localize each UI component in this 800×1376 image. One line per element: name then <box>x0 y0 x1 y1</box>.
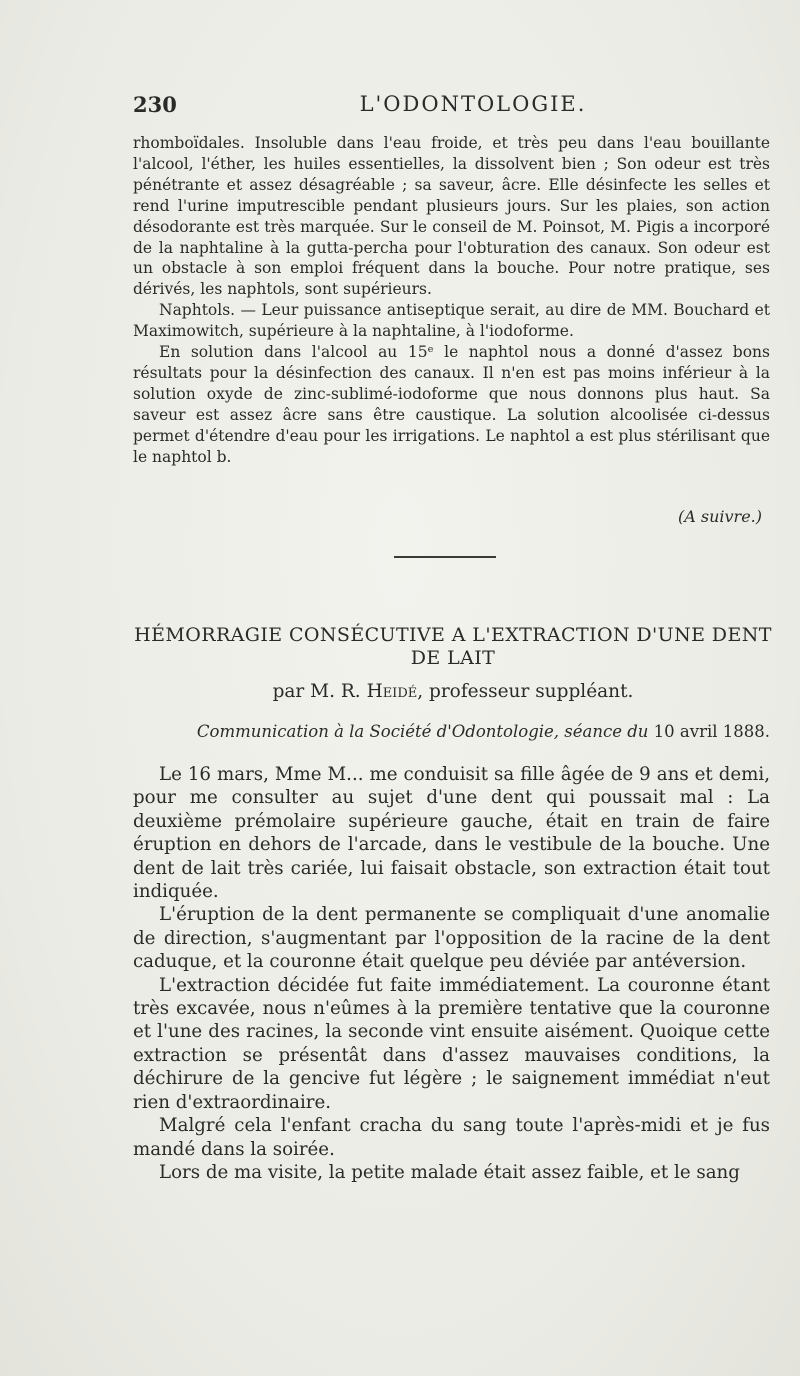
page-header <box>133 92 773 122</box>
running-title: L'ODONTOLOGIE. <box>359 92 587 116</box>
paragraph: Naphtols. — Leur puissance antiseptique serait, au dire de MM. Bouchard et Maximowitch, supérieure à la naphtaline, à l'iodoforme. <box>133 301 770 341</box>
communication-text: Communication à la Société d'Odontologie, séance du <box>196 722 649 741</box>
article-body <box>133 763 770 1184</box>
byline-suffix: , professeur suppléant. <box>417 681 634 702</box>
paragraph: Lors de ma visite, la petite malade était assez faible, et le sang <box>159 1161 740 1183</box>
communication-note <box>133 722 770 741</box>
paragraph: L'éruption de la dent permanente se compliquait d'une anomalie de direction, s'augmentant par l'opposition de la racine de la dent caduque, et la couronne était quelque peu déviée par antéversion. <box>133 904 770 973</box>
article-title: HÉMORRAGIE CONSÉCUTIVE A L'EXTRACTION D'UNE DENT DE LAIT <box>134 624 772 669</box>
paragraph: Le 16 mars, Mme M... me conduisit sa fille âgée de 9 ans et demi, pour me consulter au sujet d'une dent qui poussait mal : La deuxième prémolaire supérieure gauche, était en train de faire éruption en dehors de l'arcade, dans le vestibule de la bouche. Une dent de lait très cariée, lui faisait obstacle, son extraction était tout indiquée. <box>133 764 770 903</box>
to-be-continued: (A suivre.) <box>678 507 762 526</box>
page-number: 230 <box>133 92 177 117</box>
paragraph: rhomboïdales. Insoluble dans l'eau froide, et très peu dans l'eau bouillante l'alcool, l'éther, les huiles essentielles, la dissolvent bien ; Son odeur est très pénétrante et assez désagréable ; sa saveur, âcre. Elle désinfecte les selles et rend l'urine imputrescible pendant plusieurs jours. Sur les plaies, son action désodorante est très marquée. Sur le conseil de M. Poinsot, M. Pigis a incorporé de la naphtaline à la gutta-percha pour l'obturation des canaux. Son odeur est un obstacle à son emploi fréquent dans la bouche. Pour notre pratique, ses dérivés, les naphtols, sont supérieurs. <box>133 134 770 299</box>
previous-article-text <box>133 133 770 468</box>
byline <box>133 681 773 702</box>
byline-prefix: par M. R. <box>272 681 367 702</box>
author-name: Heidé <box>366 681 418 702</box>
communication-date: 10 avril 1888. <box>653 722 770 741</box>
paragraph: L'extraction décidée fut faite immédiatement. La couronne étant très excavée, nous n'eûmes à la première tentative que la couronne et l'une des racines, la seconde vint ensuite aisément. Quoique cette extraction se présentât dans d'assez mauvaises conditions, la déchirure de la gencive fut légère ; le saignement immédiat n'eut rien d'extraordinaire. <box>133 974 770 1113</box>
section-divider <box>394 556 496 558</box>
paragraph: En solution dans l'alcool au 15ᵉ le naphtol nous a donné d'assez bons résultats pour la désinfection des canaux. Il n'en est pas moins inférieur à la solution oxyde de zinc-sublimé-iodoforme que nous donnons plus haut. Sa saveur est assez âcre sans être caustique. La solution alcoolisée ci-dessus permet d'étendre d'eau pour les irrigations. Le naphtol a est plus stérilisant que le naphtol b. <box>133 343 770 466</box>
paragraph: Malgré cela l'enfant cracha du sang toute l'après-midi et je fus mandé dans la soirée. <box>133 1115 770 1160</box>
